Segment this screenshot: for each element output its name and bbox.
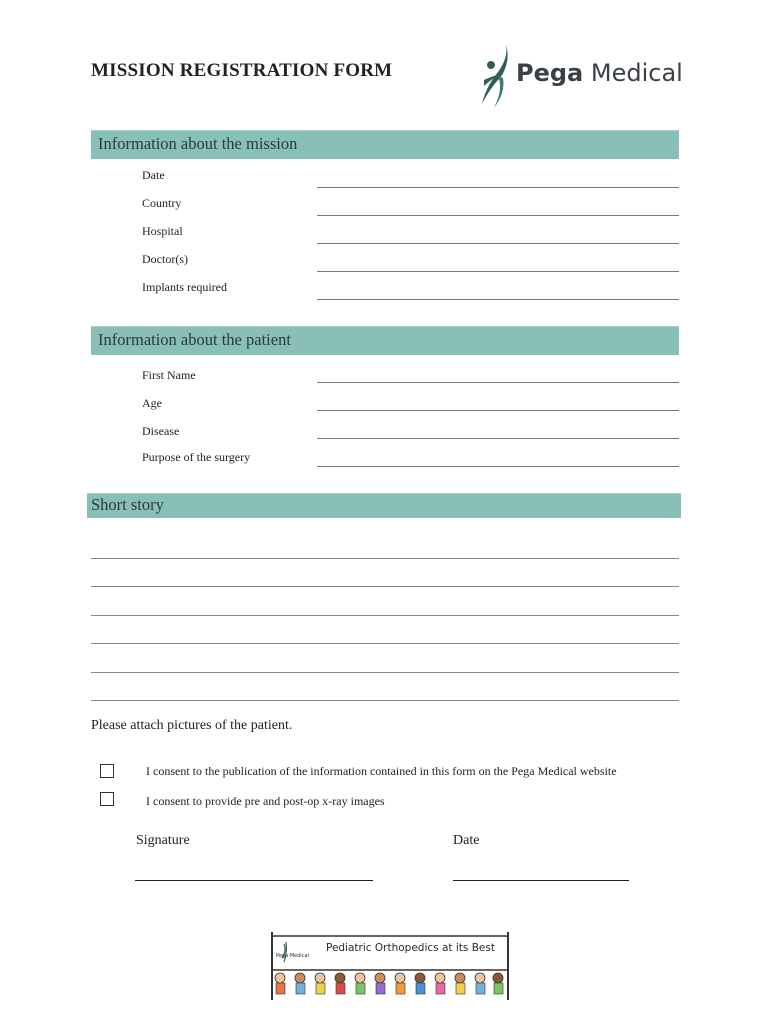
attach-note: Please attach pictures of the patient.	[91, 718, 293, 733]
field-label-first-name: First Name	[142, 368, 196, 382]
field-label-date: Date	[142, 168, 165, 182]
field-line-doctors[interactable]	[317, 271, 679, 272]
field-line-age[interactable]	[317, 410, 679, 411]
date-line[interactable]	[453, 880, 629, 881]
date-label: Date	[453, 833, 480, 848]
section-heading-mission: Information about the mission	[98, 134, 298, 153]
story-line-4[interactable]	[91, 643, 679, 644]
section-heading-story: Short story	[91, 495, 164, 514]
field-label-country: Country	[142, 196, 182, 210]
field-label-age: Age	[142, 396, 162, 410]
story-line-2[interactable]	[91, 586, 679, 587]
field-label-doctors: Doctor(s)	[142, 252, 188, 266]
field-label-implants: Implants required	[142, 280, 227, 294]
logo-brand-light: Medical	[590, 59, 683, 87]
form-title: MISSION REGISTRATION FORM	[91, 60, 393, 81]
story-line-6[interactable]	[91, 700, 679, 701]
pega-medical-logo	[478, 42, 683, 112]
consent-xray-checkbox[interactable]	[100, 792, 114, 806]
story-line-3[interactable]	[91, 615, 679, 616]
consent-publication-checkbox[interactable]	[100, 764, 114, 778]
banner-small-logo: Pega Medical	[276, 953, 309, 959]
section-bar-mission	[91, 130, 679, 159]
section-heading-patient: Information about the patient	[98, 330, 291, 349]
pega-figure-icon	[478, 42, 518, 112]
field-label-disease: Disease	[142, 424, 180, 438]
story-line-5[interactable]	[91, 672, 679, 673]
kids-banner-illustration	[268, 926, 513, 1004]
field-line-first-name[interactable]	[317, 382, 679, 383]
field-line-purpose[interactable]	[317, 466, 679, 467]
field-line-country[interactable]	[317, 215, 679, 216]
section-bar-patient	[91, 326, 679, 355]
field-label-purpose: Purpose of the surgery	[142, 450, 251, 464]
signature-line[interactable]	[135, 880, 373, 881]
banner-tagline: Pediatric Orthopedics at its Best	[326, 942, 495, 954]
field-line-implants[interactable]	[317, 299, 679, 300]
field-line-hospital[interactable]	[317, 243, 679, 244]
field-line-date[interactable]	[317, 187, 679, 188]
logo-brand-bold: Pega	[516, 59, 584, 87]
consent-publication-label: I consent to the publication of the information contained in this form on the Pega Medical website	[146, 764, 617, 778]
pediatric-banner	[268, 926, 513, 1004]
signature-label: Signature	[136, 833, 190, 848]
story-line-1[interactable]	[91, 558, 679, 559]
section-bar-story	[87, 493, 681, 518]
consent-xray-label: I consent to provide pre and post-op x-ray images	[146, 794, 385, 808]
field-label-hospital: Hospital	[142, 224, 183, 238]
field-line-disease[interactable]	[317, 438, 679, 439]
